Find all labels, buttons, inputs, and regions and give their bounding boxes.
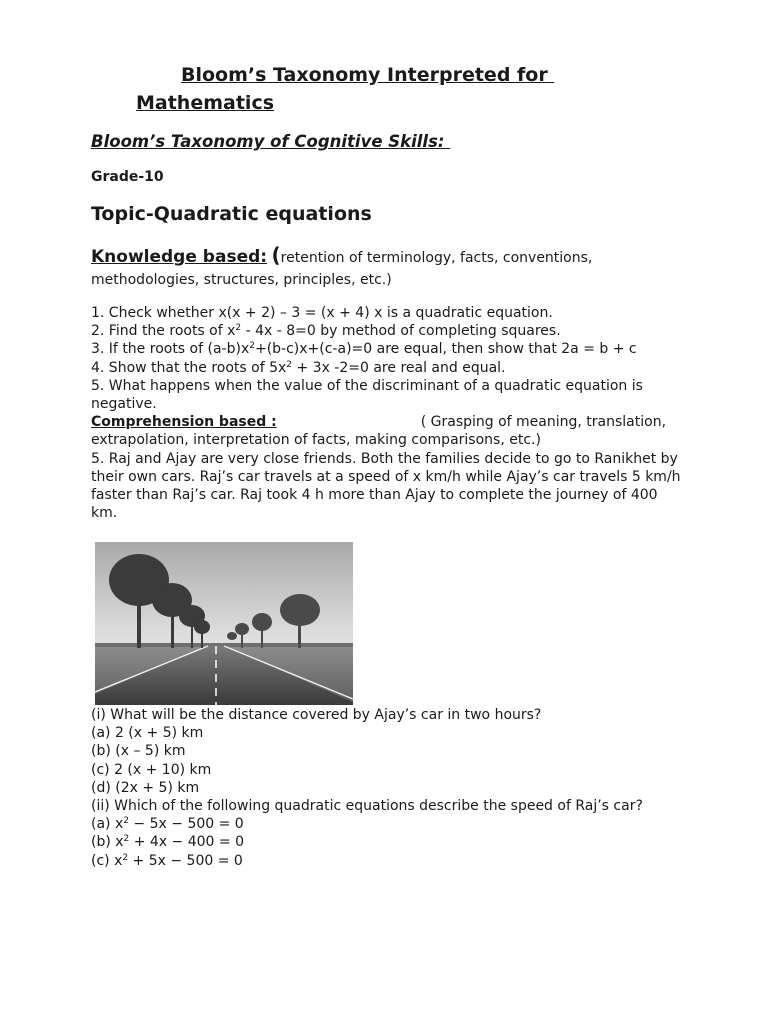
question-1: 1. Check whether x(x + 2) – 3 = (x + 4) x is a quadratic equation. <box>91 305 553 321</box>
comprehension-section-header <box>91 413 681 449</box>
comprehension-questions <box>91 706 681 870</box>
option-i-b: (b) (x – 5) km <box>91 743 186 760</box>
road-photo <box>95 542 353 705</box>
title-line-1: Bloom’s Taxonomy Interpreted for <box>181 64 555 86</box>
option-i-c: (c) 2 (x + 10) km <box>91 761 212 778</box>
question-i: (i) What will be the distance covered by Ajay’s car in two hours? <box>91 707 542 723</box>
question-2: 2. Find the roots of $x^2 - 4x - 8=0$ by method of completing squares. <box>91 323 561 340</box>
option-ii-a: (a) $x^2 - 5x - 500 = 0$ <box>91 816 244 833</box>
knowledge-heading: Knowledge based: <box>91 247 268 267</box>
comprehension-passage: 5. Raj and Ajay are very close friends. Both the families decide to go to Ranikhet by their own cars. Raj’s car travels at a speed of x km/h while Ajay’s car travels 5 km/h faster than Raj’s car. Raj took 4 h more than Ajay to complete the journey of 400 km. <box>91 450 681 522</box>
knowledge-paren: ( <box>271 243 281 267</box>
option-ii-b: (b) $x^2 + 4x - 400 = 0$ <box>91 834 244 851</box>
question-4: 4. Show that the roots of $5x^2 + 3x$ -2=0 are real and equal. <box>91 359 506 376</box>
subtitle: Bloom’s Taxonomy of Cognitive Skills: <box>91 132 451 151</box>
option-i-a: (a) 2 (x + 5) km <box>91 725 204 742</box>
question-5: 5. What happens when the value of the discriminant of a quadratic equation is negative. <box>91 377 643 413</box>
option-ii-c: (c) $x^2 + 5x - 500 = 0$ <box>91 852 243 869</box>
title-line-2: Mathematics <box>136 92 275 114</box>
topic-heading: Topic-Quadratic equations <box>91 203 372 225</box>
comprehension-description: ( Grasping of meaning, translation, extrapolation, interpretation of facts, making comparisons, etc.) <box>91 414 667 449</box>
question-ii: (ii) Which of the following quadratic equations describe the speed of Raj’s car? <box>91 798 643 815</box>
knowledge-description: retention of terminology, facts, conventions, methodologies, structures, principles, etc.) <box>91 250 593 288</box>
option-i-d: (d) (2x + 5) km <box>91 779 200 796</box>
question-3: 3. If the roots of $(a-b)x^2+(b-c)x+(c-a)=0$ are equal, then show that 2a = b + c <box>91 341 637 358</box>
knowledge-questions <box>91 304 681 522</box>
comprehension-heading: Comprehension based : <box>91 414 277 431</box>
knowledge-section-header <box>91 244 691 291</box>
grade-label: Grade-10 <box>91 169 164 185</box>
